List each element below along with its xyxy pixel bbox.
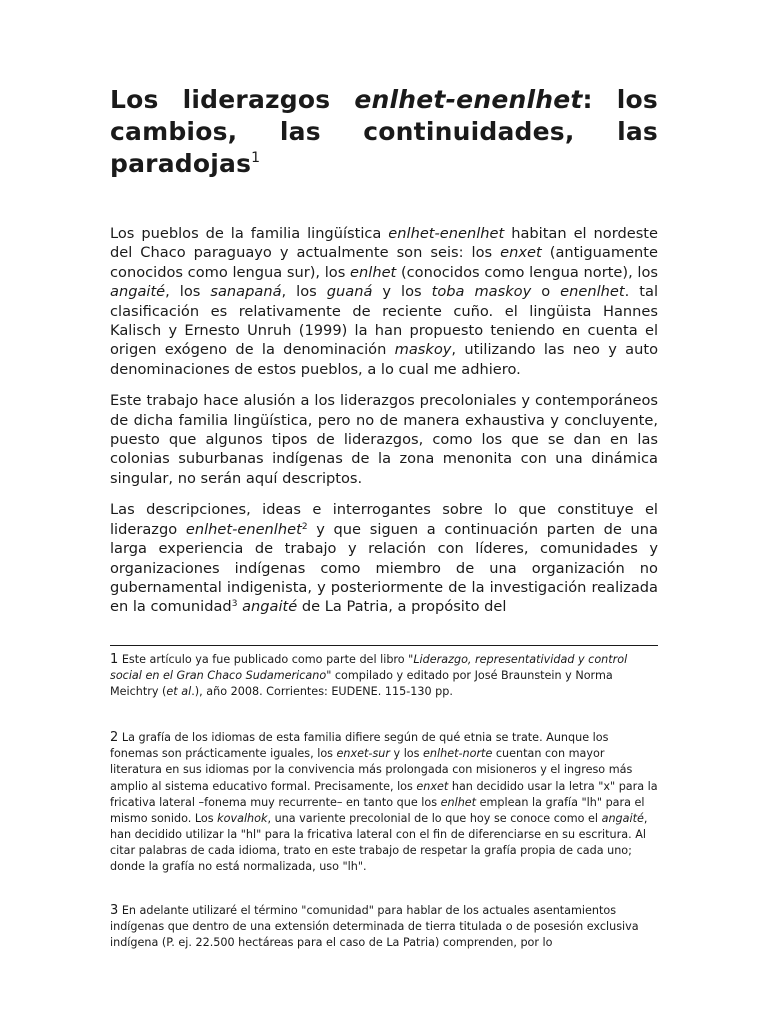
text-run: " compilado y editado por José Braunstein y Norma Meichtry ( bbox=[110, 669, 613, 699]
text-run: Los pueblos de la familia lingüística bbox=[110, 225, 389, 242]
footnotes-section bbox=[110, 645, 658, 951]
footnote-number: 3 bbox=[110, 903, 119, 919]
footnote-3 bbox=[110, 903, 658, 951]
text-run: , una variente precolonial de lo que hoy se conoce como el bbox=[267, 811, 602, 825]
document-title bbox=[110, 84, 658, 180]
text-run: Las descripciones, ideas e interrogantes sobre lo que constituye el liderazgo bbox=[110, 501, 658, 538]
footnote-ref[interactable]: 2 bbox=[301, 521, 308, 532]
italic-term: maskoy bbox=[394, 341, 452, 359]
text-run: En adelante utilizaré el término "comunidad" para hablar de los actuales asentamientos indígenas que dentro de una extensión determinada de tierra titulada o de posesión exclusiva indígena (P. ej. 22.500 hectáreas para el caso de La Patria) comprenden, por lo bbox=[110, 904, 639, 950]
text-run: (conocidos como lengua norte), los bbox=[396, 263, 659, 281]
text-run: , han decidido utilizar la "hl" para la fricativa lateral con el fin de diferenciarse en su escritura. Al citar palabras de cada idioma, trato en este trabajo de respetar la grafía propia de cada uno; donde la grafía no está normalizada, uso "lh". bbox=[110, 811, 648, 874]
italic-term: Liderazgo, representatividad y control social en el Gran Chaco Sudamericano bbox=[110, 653, 628, 683]
text-run: y los bbox=[372, 283, 432, 301]
italic-term: enlhet-enenlhet bbox=[388, 225, 505, 242]
italic-term: et al bbox=[166, 685, 192, 699]
italic-term: enlhet-norte bbox=[423, 747, 493, 761]
title-text: Los liderazgos bbox=[110, 85, 355, 114]
text-run: o bbox=[531, 283, 561, 301]
italic-term: enenlhet bbox=[560, 283, 625, 301]
text-run: , los bbox=[281, 283, 327, 301]
footnote-separator bbox=[110, 645, 658, 646]
footnote-text bbox=[110, 653, 627, 698]
footnote-text bbox=[110, 904, 639, 949]
paragraph bbox=[110, 224, 658, 379]
text-run: . tal clasificación es relativamente de reciente cuño. el lingüista Hannes Kalisch y Ernesto Unruh (1999) la han propuesto teniendo en cuenta el origen exógeno de la denominación bbox=[110, 283, 658, 359]
text-run: y los bbox=[389, 747, 424, 761]
text-run: .), año 2008. Corrientes: EUDENE. 115-130 pp. bbox=[191, 685, 453, 699]
text-run: Este trabajo hace alusión a los liderazgos precoloniales y contemporáneos de dicha familia lingüística, pero no de manera exhaustiva y concluyente, puesto que algunos tipos de liderazgos, como los que se dan en las colonias suburbanas indígenas de la zona menonita con una dinámica singular, no serán aquí descriptos. bbox=[110, 392, 658, 487]
text-run: han decidido usar la letra "x" para la fricativa lateral –fonema muy recurrente– en tanto que los bbox=[110, 779, 658, 809]
text-run: de La Patria, a propósito del bbox=[297, 598, 507, 616]
text-run: habitan el nordeste del Chaco paraguayo y actualmente son seis: los bbox=[110, 225, 659, 262]
italic-term: enlhet bbox=[350, 263, 397, 281]
text-run: , los bbox=[165, 283, 211, 301]
italic-term: kovalhok bbox=[217, 811, 268, 825]
title-italic-term: enlhet-enenlhet bbox=[354, 85, 583, 114]
italic-term: toba maskoy bbox=[431, 283, 532, 301]
text-run: cuentan con mayor literatura en sus idiomas por la convivencia más prolongada con misioneros y el ingreso más amplio al sistema educativo formal. Precisamente, los bbox=[110, 747, 633, 793]
italic-term: angaité bbox=[601, 811, 644, 825]
footnote-number: 1 bbox=[110, 652, 119, 667]
footnote-2 bbox=[110, 730, 658, 875]
italic-term: sanapaná bbox=[210, 283, 282, 301]
italic-term: guaná bbox=[326, 283, 373, 301]
italic-term: enlhet bbox=[440, 795, 477, 809]
italic-term: angaité bbox=[242, 598, 298, 616]
text-run: Este artículo ya fue publicado como parte del libro " bbox=[118, 653, 414, 666]
italic-term: enxet bbox=[500, 244, 542, 262]
italic-term: enxet-sur bbox=[336, 747, 390, 761]
italic-term: enxet bbox=[416, 779, 449, 793]
footnote-number: 2 bbox=[110, 730, 119, 746]
italic-term: enlhet-enenlhet bbox=[185, 520, 302, 538]
paragraph bbox=[110, 391, 658, 488]
text-run: emplean la grafía "lh" para el mismo sonido. Los bbox=[110, 795, 645, 825]
title-text-end: : los cambios, las continuidades, las paradojas bbox=[110, 85, 659, 178]
paragraph bbox=[110, 500, 658, 616]
text-run: (antiguamente conocidos como lengua sur), los bbox=[110, 244, 659, 281]
footnote-1 bbox=[110, 652, 658, 700]
italic-term: angaité bbox=[110, 283, 166, 301]
document-body bbox=[110, 224, 658, 629]
text-run: La grafía de los idiomas de esta familia difiere según de qué etnia se trate. Aunque los fonemas son prácticamente iguales, los bbox=[110, 731, 609, 761]
text-run: y que siguen a continuación parten de una larga experiencia de trabajo y relación con líderes, comunidades y organizaciones indígenas como miembro de una organización no gubernamental indigenista, y posteriormente de la investigación realizada en la comunidad bbox=[110, 520, 658, 616]
footnote-text bbox=[110, 731, 658, 873]
footnote-ref[interactable]: 3 bbox=[231, 599, 238, 610]
title-footnote-ref[interactable]: 1 bbox=[251, 150, 261, 166]
text-run: , utilizando las neo y auto denominaciones de estos pueblos, a lo cual me adhiero. bbox=[110, 341, 658, 378]
